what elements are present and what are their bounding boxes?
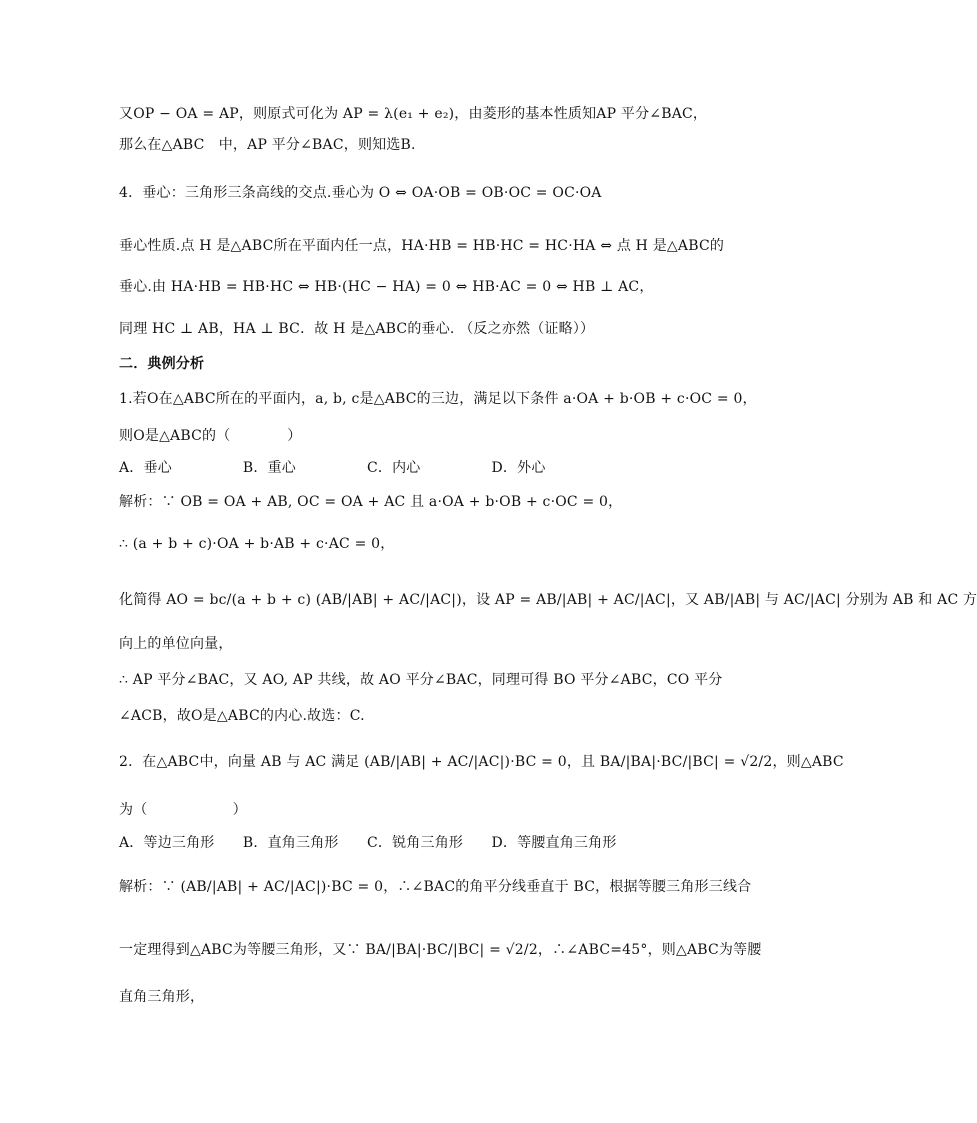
text-line-6: 同理 HC ⊥ AB，HA ⊥ BC．故 H 是△ABC的垂心. （反之亦然（证略）） <box>119 321 595 337</box>
text-line-1: 又OP − OA = AP，则原式可化为 AP = λ(e₁ + e₂)，由菱形的基本性质知AP 平分∠BAC， <box>119 106 708 122</box>
text-line-5: 垂心.由 HA·HB = HB·HC ⇔ HB·(HC − HA) = 0 ⇔ HB·AC = 0 ⇔ HB ⊥ AC， <box>119 279 654 295</box>
text-line-9: 则O是△ABC的（ ） <box>119 428 302 444</box>
text-line-14: 向上的单位向量， <box>119 636 233 652</box>
choices-2: A．等边三角形 B．直角三角形 C．锐角三角形 D．等腰直角三角形 <box>119 835 617 851</box>
text-line-22: 直角三角形， <box>119 989 205 1005</box>
choices-1: A．垂心 B．重心 C．内心 D．外心 <box>119 460 546 476</box>
text-line-4: 垂心性质.点 H 是△ABC所在平面内任一点，HA·HB = HB·HC = HC·HA ⇔ 点 H 是△ABC的 <box>119 238 725 254</box>
text-line-17: 2．在△ABC中，向量 AB 与 AC 满足 (AB/|AB| + AC/|AC|)·BC = 0，且 BA/|BA|·BC/|BC| = √2/2，则△ABC <box>119 754 844 770</box>
text-line-11: 解析：∵ OB = OA + AB, OC = OA + AC 且 a·OA + b·OB + c·OC = 0， <box>119 494 623 510</box>
text-line-13: 化简得 AO = bc/(a + b + c) (AB/|AB| + AC/|AC|)，设 AP = AB/|AB| + AC/|AC|，又 AB/|AB| 与 AC/|AC| 分别为 AB 和 AC 方 <box>119 592 977 608</box>
text-line-15: ∴ AP 平分∠BAC，又 AO, AP 共线，故 AO 平分∠BAC，同理可得 BO 平分∠ABC，CO 平分 <box>119 672 723 688</box>
text-line-2: 那么在△ABC 中，AP 平分∠BAC，则知选B. <box>119 137 416 153</box>
text-line-8: 1.若O在△ABC所在的平面内，a, b, c是△ABC的三边，满足以下条件 a·OA + b·OB + c·OC = 0， <box>119 391 757 407</box>
text-line-21: 一定理得到△ABC为等腰三角形，又∵ BA/|BA|·BC/|BC| = √2/2，∴∠ABC=45°，则△ABC为等腰 <box>119 942 762 958</box>
text-line-20: 解析：∵ (AB/|AB| + AC/|AC|)·BC = 0，∴∠BAC的角平分线垂直于 BC，根据等腰三角形三线合 <box>119 879 752 895</box>
text-line-12: ∴ (a + b + c)·OA + b·AB + c·AC = 0， <box>119 536 395 552</box>
text-line-16: ∠ACB，故O是△ABC的内心.故选：C. <box>119 708 365 724</box>
text-line-3: 4．垂心：三角形三条高线的交点.垂心为 O ⇔ OA·OB = OB·OC = OC·OA <box>119 185 602 201</box>
section-heading: 二．典例分析 <box>119 356 205 372</box>
text-line-18: 为（ ） <box>119 802 247 818</box>
